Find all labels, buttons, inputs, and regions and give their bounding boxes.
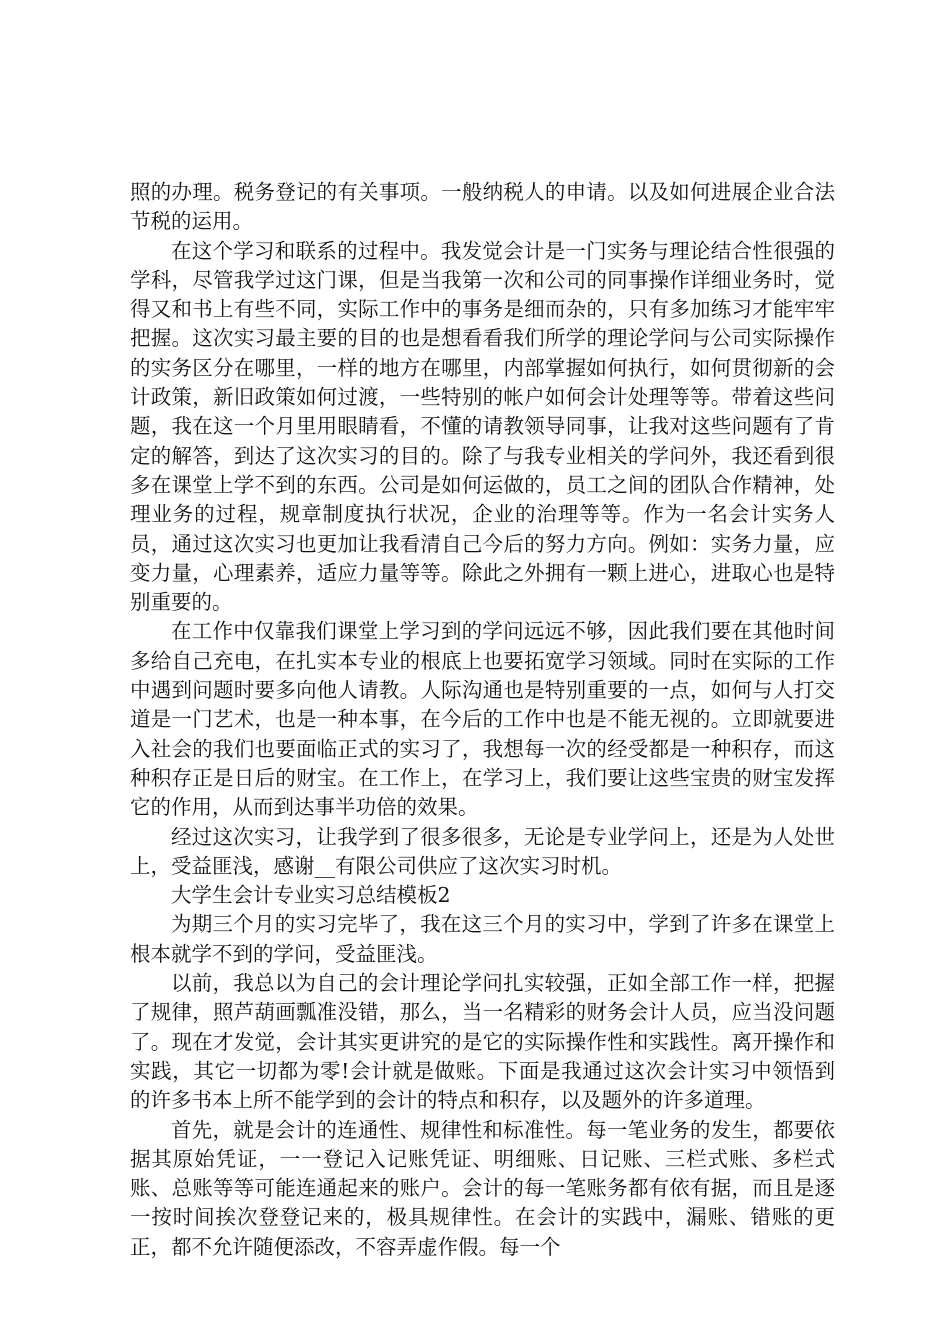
paragraph-work-study: 在工作中仅靠我们课堂上学习到的学问远远不够，因此我们要在其他时间多给自己充电，在扎实本专业的根底上也要拓宽学习领域。同时在实际的工作中遇到问题时要多向他人请教。人际沟通也是特别重要的一点，如何与人打交道是一门艺术，也是一种本事，在今后的工作中也是不能无视的。立即就要进入社会的我们也要面临正式的实习了，我想每一次的经受都是一种积存，而这种积存正是日后的财宝。在工作上，在学习上，我们要让这些宝贵的财宝发挥它的作用，从而到达事半功倍的效果。 [130,619,835,820]
document-body [130,178,835,1262]
paragraph-first-point: 首先，就是会计的连通性、规律性和标准性。每一笔业务的发生，都要依据其原始凭证，一一登记入记账凭证、明细账、日记账、三栏式账、多栏式账、总账等等可能连通起来的账户。会计的每一笔账务都有依有据，而且是逐一按时间挨次登登记来的，极具规律性。在会计的实践中，漏账、错账的更正，都不允许随便添改，不容弄虚作假。每一个 [130,1117,835,1259]
paragraph-continuation: 照的办理。税务登记的有关事项。一般纳税人的申请。以及如何进展企业合法节税的运用。 [130,180,835,234]
paragraph-thanks: 经过这次实习，让我学到了很多很多，无论是专业学问上，还是为人处世上，受益匪浅，感谢__有限公司供应了这次实习时机。 [130,824,835,878]
section-heading: 大学生会计专业实习总结模板2 [171,883,451,908]
paragraph-learning-process: 在这个学习和联系的过程中。我发觉会计是一门实务与理论结合性很强的学科，尽管我学过这门课，但是当我第一次和公司的同事操作详细业务时，觉得又和书上有些不同，实际工作中的事务是细而杂的，只有多加练习才能牢牢把握。这次实习最主要的目的也是想看看我们所学的理论学问与公司实际操作的实务区分在哪里，一样的地方在哪里，内部掌握如何执行，如何贯彻新的会计政策，新旧政策如何过渡，一些特别的帐户如何会计处理等等。带着这些问题，我在这一个月里用眼睛看，不懂的请教领导同事，让我对这些问题有了肯定的解答，到达了这次实习的目的。除了与我专业相关的学问外，我还看到很多在课堂上学不到的东西。公司是如何运做的，员工之间的团队合作精神，处理业务的过程，规章制度执行状况，企业的治理等等。作为一名会计实务人员，通过这次实习也更加让我看清自己今后的努力方向。例如：实务力量，应变力量，心理素养，适应力量等等。除此之外拥有一颗上进心，进取心也是特别重要的。 [130,238,835,615]
paragraph-before: 以前，我总以为自己的会计理论学问扎实较强，正如全部工作一样，把握了规律，照芦葫画瓢准没错，那么，当一名精彩的财务会计人员，应当没问题了。现在才发觉，会计其实更讲究的是它的实际操作性和实践性。离开操作和实践，其它一切都为零!会计就是做账。下面是我通过这次会计实习中领悟到的许多书本上所不能学到的会计的特点和积存，以及题外的许多道理。 [130,971,835,1113]
paragraph-three-months: 为期三个月的实习完毕了，我在这三个月的实习中，学到了许多在课堂上根本就学不到的学问，受益匪浅。 [130,912,835,966]
